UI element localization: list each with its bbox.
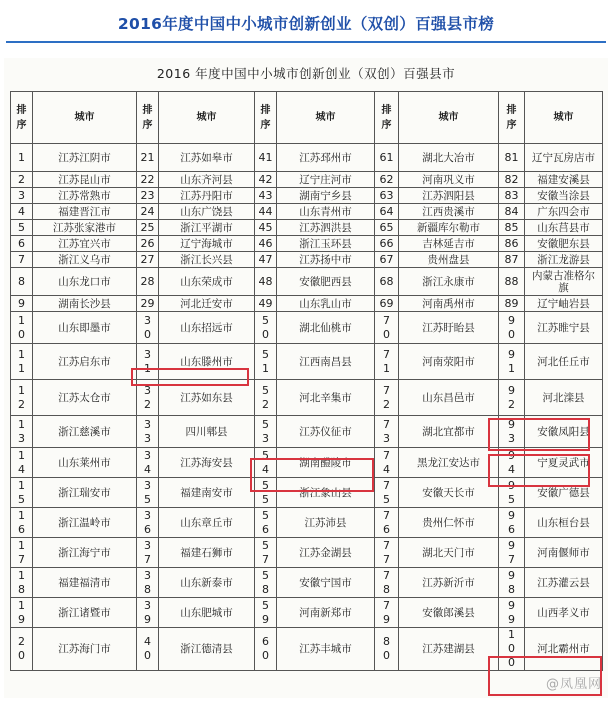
rank-cell: 5 — [11, 220, 33, 236]
rank-cell: 23 — [137, 188, 159, 204]
rank-cell: 61 — [375, 144, 399, 172]
table-row — [11, 380, 603, 416]
city-cell: 广东四会市 — [525, 204, 603, 220]
city-cell: 江苏灌云县 — [525, 568, 603, 598]
rank-cell: 27 — [137, 252, 159, 268]
rank-cell: 2 0 — [11, 628, 33, 671]
rank-cell: 9 5 — [499, 478, 525, 508]
city-cell: 浙江龙游县 — [525, 252, 603, 268]
rank-cell: 3 1 — [137, 344, 159, 380]
rank-cell: 1 0 0 — [499, 628, 525, 671]
rank-cell: 7 0 — [375, 312, 399, 344]
city-cell: 吉林延吉市 — [399, 236, 499, 252]
rank-cell: 86 — [499, 236, 525, 252]
rank-cell: 4 0 — [137, 628, 159, 671]
rank-cell: 5 1 — [255, 344, 277, 380]
table-row — [11, 538, 603, 568]
city-cell: 山东肥城市 — [159, 598, 255, 628]
city-cell: 江苏丹阳市 — [159, 188, 255, 204]
rank-cell: 9 2 — [499, 380, 525, 416]
city-column-header: 城市 — [159, 92, 255, 144]
rank-cell: 2 — [11, 172, 33, 188]
table-row — [11, 628, 603, 671]
rank-cell: 7 4 — [375, 448, 399, 478]
page-header — [0, 0, 612, 46]
city-cell: 山东新泰市 — [159, 568, 255, 598]
city-cell: 河南荥阳市 — [399, 344, 499, 380]
rank-cell: 7 7 — [375, 538, 399, 568]
city-cell: 安徽广德县 — [525, 478, 603, 508]
rank-column-header: 排 序 — [11, 92, 33, 144]
city-cell: 江苏盱眙县 — [399, 312, 499, 344]
rank-cell: 5 8 — [255, 568, 277, 598]
city-cell: 安徽郎溪县 — [399, 598, 499, 628]
rank-column-header: 排 序 — [499, 92, 525, 144]
rank-cell: 7 6 — [375, 508, 399, 538]
city-cell: 湖南醴陵市 — [277, 448, 375, 478]
rank-cell: 41 — [255, 144, 277, 172]
rank-cell: 44 — [255, 204, 277, 220]
rank-cell: 7 2 — [375, 380, 399, 416]
rank-cell: 66 — [375, 236, 399, 252]
rank-cell: 3 5 — [137, 478, 159, 508]
table-row — [11, 568, 603, 598]
city-cell: 新疆库尔勒市 — [399, 220, 499, 236]
rank-cell: 1 6 — [11, 508, 33, 538]
table-row — [11, 448, 603, 478]
rank-cell: 6 0 — [255, 628, 277, 671]
ranking-table-image — [4, 58, 608, 698]
rank-cell: 3 0 — [137, 312, 159, 344]
rank-cell: 9 3 — [499, 416, 525, 448]
rank-cell: 21 — [137, 144, 159, 172]
page-title: 2016年度中国中小城市创新创业（双创）百强县市榜 — [117, 15, 495, 33]
city-cell: 河南巩义市 — [399, 172, 499, 188]
table-row — [11, 344, 603, 380]
city-cell: 山东滕州市 — [159, 344, 255, 380]
rank-cell: 1 5 — [11, 478, 33, 508]
city-cell: 辽宁庄河市 — [277, 172, 375, 188]
city-cell: 浙江平湖市 — [159, 220, 255, 236]
city-cell: 浙江慈溪市 — [33, 416, 137, 448]
city-cell: 浙江玉环县 — [277, 236, 375, 252]
rank-cell: 9 — [11, 296, 33, 312]
city-cell: 山东莒县市 — [525, 220, 603, 236]
rank-cell: 87 — [499, 252, 525, 268]
city-cell: 湖北大冶市 — [399, 144, 499, 172]
city-cell: 山东即墨市 — [33, 312, 137, 344]
rank-cell: 9 4 — [499, 448, 525, 478]
table-row — [11, 508, 603, 538]
city-cell: 江苏如皋市 — [159, 144, 255, 172]
rank-cell: 7 9 — [375, 598, 399, 628]
city-cell: 河南禹州市 — [399, 296, 499, 312]
city-cell: 浙江长兴县 — [159, 252, 255, 268]
rank-cell: 46 — [255, 236, 277, 252]
city-cell: 安徽凤阳县 — [525, 416, 603, 448]
rank-cell: 3 — [11, 188, 33, 204]
rank-cell: 82 — [499, 172, 525, 188]
rank-cell: 3 7 — [137, 538, 159, 568]
rank-cell: 7 — [11, 252, 33, 268]
city-cell: 江苏仪征市 — [277, 416, 375, 448]
rank-cell: 81 — [499, 144, 525, 172]
rank-cell: 9 9 — [499, 598, 525, 628]
city-cell: 山东乳山市 — [277, 296, 375, 312]
city-cell: 安徽肥东县 — [525, 236, 603, 252]
city-cell: 江苏常熟市 — [33, 188, 137, 204]
rank-cell: 67 — [375, 252, 399, 268]
table-row — [11, 188, 603, 204]
rank-cell: 26 — [137, 236, 159, 252]
table-row — [11, 172, 603, 188]
rank-cell: 9 8 — [499, 568, 525, 598]
city-cell: 江苏昆山市 — [33, 172, 137, 188]
city-cell: 山东青州市 — [277, 204, 375, 220]
rank-cell: 5 9 — [255, 598, 277, 628]
table-row — [11, 268, 603, 296]
rank-cell: 3 9 — [137, 598, 159, 628]
city-cell: 山东章丘市 — [159, 508, 255, 538]
city-cell: 辽宁海城市 — [159, 236, 255, 252]
city-cell: 河南偃师市 — [525, 538, 603, 568]
rank-cell: 24 — [137, 204, 159, 220]
city-cell: 福建福清市 — [33, 568, 137, 598]
rank-cell: 47 — [255, 252, 277, 268]
table-row — [11, 144, 603, 172]
rank-cell: 3 6 — [137, 508, 159, 538]
rank-cell: 42 — [255, 172, 277, 188]
city-cell: 江苏泗阳县 — [399, 188, 499, 204]
city-cell: 浙江德清县 — [159, 628, 255, 671]
city-cell: 湖北天门市 — [399, 538, 499, 568]
city-cell: 湖南宁乡县 — [277, 188, 375, 204]
city-cell: 河北霸州市 — [525, 628, 603, 671]
city-cell: 江苏建湖县 — [399, 628, 499, 671]
rank-cell: 9 1 — [499, 344, 525, 380]
city-cell: 宁夏灵武市 — [525, 448, 603, 478]
city-cell: 山西孝义市 — [525, 598, 603, 628]
rank-cell: 6 — [11, 236, 33, 252]
rank-cell: 1 1 — [11, 344, 33, 380]
city-cell: 福建石狮市 — [159, 538, 255, 568]
rank-cell: 84 — [499, 204, 525, 220]
rank-cell: 5 7 — [255, 538, 277, 568]
rank-cell: 3 8 — [137, 568, 159, 598]
city-cell: 内蒙古准格尔旗 — [525, 268, 603, 296]
rank-cell: 5 2 — [255, 380, 277, 416]
rank-column-header: 排 序 — [255, 92, 277, 144]
city-cell: 河北滦县 — [525, 380, 603, 416]
city-cell: 江西南昌县 — [277, 344, 375, 380]
rank-cell: 83 — [499, 188, 525, 204]
city-cell: 河北迁安市 — [159, 296, 255, 312]
table-row — [11, 220, 603, 236]
city-cell: 安徽当涂县 — [525, 188, 603, 204]
city-cell: 江苏丰城市 — [277, 628, 375, 671]
rank-column-header: 排 序 — [137, 92, 159, 144]
rank-cell: 88 — [499, 268, 525, 296]
city-cell: 河北任丘市 — [525, 344, 603, 380]
rank-cell: 5 5 — [255, 478, 277, 508]
city-cell: 湖南长沙县 — [33, 296, 137, 312]
rank-cell: 48 — [255, 268, 277, 296]
rank-cell: 45 — [255, 220, 277, 236]
rank-cell: 64 — [375, 204, 399, 220]
city-cell: 安徽肥西县 — [277, 268, 375, 296]
table-row — [11, 236, 603, 252]
rank-cell: 1 — [11, 144, 33, 172]
rank-cell: 9 6 — [499, 508, 525, 538]
table-title: 2016 年度中国中小城市创新创业（双创）百强县市 — [156, 66, 456, 81]
rank-cell: 4 — [11, 204, 33, 220]
city-cell: 安徽宁国市 — [277, 568, 375, 598]
city-cell: 山东荣成市 — [159, 268, 255, 296]
table-row — [11, 252, 603, 268]
city-cell: 江西贵溪市 — [399, 204, 499, 220]
rank-cell: 68 — [375, 268, 399, 296]
rank-cell: 65 — [375, 220, 399, 236]
city-cell: 江苏江阴市 — [33, 144, 137, 172]
header-divider — [6, 41, 606, 43]
city-cell: 贵州仁怀市 — [399, 508, 499, 538]
city-cell: 安徽天长市 — [399, 478, 499, 508]
rank-cell: 7 3 — [375, 416, 399, 448]
rank-cell: 7 1 — [375, 344, 399, 380]
city-cell: 江苏海门市 — [33, 628, 137, 671]
city-cell: 浙江瑞安市 — [33, 478, 137, 508]
rank-cell: 5 0 — [255, 312, 277, 344]
city-column-header: 城市 — [277, 92, 375, 144]
rank-cell: 63 — [375, 188, 399, 204]
rank-cell: 1 7 — [11, 538, 33, 568]
city-cell: 江苏睢宁县 — [525, 312, 603, 344]
rank-cell: 1 8 — [11, 568, 33, 598]
table-header-row — [11, 92, 603, 144]
table-row — [11, 598, 603, 628]
city-cell: 福建晋江市 — [33, 204, 137, 220]
city-cell: 浙江诸暨市 — [33, 598, 137, 628]
rank-cell: 22 — [137, 172, 159, 188]
rank-cell: 69 — [375, 296, 399, 312]
city-column-header: 城市 — [33, 92, 137, 144]
rank-cell: 1 4 — [11, 448, 33, 478]
city-cell: 辽宁岫岩县 — [525, 296, 603, 312]
rank-cell: 29 — [137, 296, 159, 312]
table-row — [11, 204, 603, 220]
city-cell: 浙江义乌市 — [33, 252, 137, 268]
table-row — [11, 478, 603, 508]
city-cell: 河南新郑市 — [277, 598, 375, 628]
table-row — [11, 312, 603, 344]
city-cell: 江苏新沂市 — [399, 568, 499, 598]
table-row — [11, 416, 603, 448]
rank-cell: 1 2 — [11, 380, 33, 416]
city-cell: 江苏启东市 — [33, 344, 137, 380]
watermark: @凤凰网 — [545, 677, 602, 692]
rank-cell: 25 — [137, 220, 159, 236]
rank-cell: 3 3 — [137, 416, 159, 448]
city-column-header: 城市 — [525, 92, 603, 144]
rank-cell: 1 3 — [11, 416, 33, 448]
rank-cell: 1 9 — [11, 598, 33, 628]
city-cell: 江苏如东县 — [159, 380, 255, 416]
city-cell: 河北辛集市 — [277, 380, 375, 416]
rank-cell: 9 0 — [499, 312, 525, 344]
city-cell: 山东莱州市 — [33, 448, 137, 478]
rank-cell: 1 0 — [11, 312, 33, 344]
city-cell: 山东招远市 — [159, 312, 255, 344]
rank-cell: 5 6 — [255, 508, 277, 538]
city-cell: 江苏金湖县 — [277, 538, 375, 568]
rank-cell: 3 4 — [137, 448, 159, 478]
city-cell: 福建南安市 — [159, 478, 255, 508]
city-cell: 浙江象山县 — [277, 478, 375, 508]
rank-cell: 89 — [499, 296, 525, 312]
city-cell: 江苏泗洪县 — [277, 220, 375, 236]
rank-cell: 49 — [255, 296, 277, 312]
city-cell: 湖北仙桃市 — [277, 312, 375, 344]
city-cell: 山东桓台县 — [525, 508, 603, 538]
city-cell: 福建安溪县 — [525, 172, 603, 188]
rank-cell: 8 — [11, 268, 33, 296]
city-cell: 山东昌邑市 — [399, 380, 499, 416]
city-cell: 江苏扬中市 — [277, 252, 375, 268]
city-cell: 湖北宜都市 — [399, 416, 499, 448]
city-cell: 山东龙口市 — [33, 268, 137, 296]
city-cell: 浙江温岭市 — [33, 508, 137, 538]
city-cell: 江苏太仓市 — [33, 380, 137, 416]
city-cell: 江苏张家港市 — [33, 220, 137, 236]
rank-cell: 28 — [137, 268, 159, 296]
rank-cell: 7 5 — [375, 478, 399, 508]
rank-cell: 5 3 — [255, 416, 277, 448]
city-cell: 浙江海宁市 — [33, 538, 137, 568]
rank-cell: 62 — [375, 172, 399, 188]
city-cell: 贵州盘县 — [399, 252, 499, 268]
rank-cell: 7 8 — [375, 568, 399, 598]
city-cell: 江苏宜兴市 — [33, 236, 137, 252]
city-cell: 江苏海安县 — [159, 448, 255, 478]
city-cell: 江苏沛县 — [277, 508, 375, 538]
city-column-header: 城市 — [399, 92, 499, 144]
city-cell: 山东齐河县 — [159, 172, 255, 188]
city-cell: 四川郫县 — [159, 416, 255, 448]
rank-cell: 3 2 — [137, 380, 159, 416]
rank-cell: 85 — [499, 220, 525, 236]
table-row — [11, 296, 603, 312]
city-cell: 山东广饶县 — [159, 204, 255, 220]
rank-cell: 5 4 — [255, 448, 277, 478]
rank-column-header: 排 序 — [375, 92, 399, 144]
city-cell: 黑龙江安达市 — [399, 448, 499, 478]
rank-cell: 8 0 — [375, 628, 399, 671]
city-cell: 辽宁瓦房店市 — [525, 144, 603, 172]
ranking-table — [10, 91, 603, 671]
city-cell: 江苏邳州市 — [277, 144, 375, 172]
city-cell: 浙江永康市 — [399, 268, 499, 296]
rank-cell: 9 7 — [499, 538, 525, 568]
rank-cell: 43 — [255, 188, 277, 204]
